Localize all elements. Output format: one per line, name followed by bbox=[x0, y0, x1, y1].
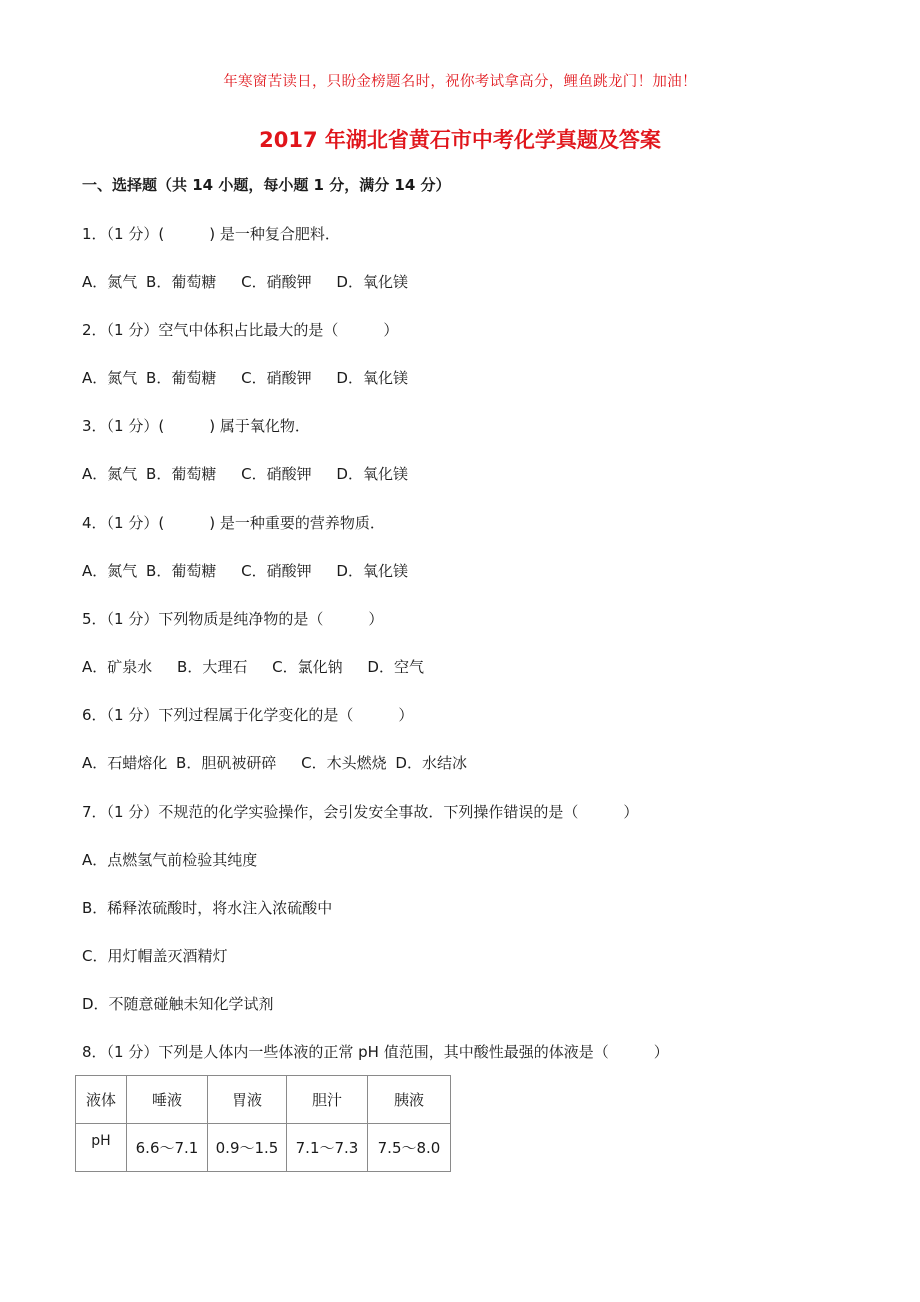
answer-options bbox=[82, 366, 408, 390]
option-d: D．氧化镁 bbox=[336, 465, 408, 483]
table-cell: 7.5～8.0 bbox=[368, 1124, 451, 1172]
question-stem: 7．（1 分）不规范的化学实验操作，会引发安全事故．下列操作错误的是（ ） bbox=[82, 803, 639, 821]
option-d: D．氧化镁 bbox=[336, 273, 408, 291]
answer-options bbox=[82, 751, 467, 775]
question-stem: 2．（1 分）空气中体积占比最大的是（ ） bbox=[82, 321, 399, 339]
table-row bbox=[76, 1124, 451, 1172]
option-a: A．氮气 bbox=[82, 369, 138, 387]
option-d: D．空气 bbox=[367, 658, 424, 676]
table-cell: 胆汁 bbox=[287, 1076, 368, 1124]
answer-options bbox=[82, 559, 408, 583]
motivational-banner: 年寒窗苦读日，只盼金榜题名时，祝你考试拿高分，鲤鱼跳龙门！加油！ bbox=[223, 74, 697, 90]
option-b: B．大理石 bbox=[177, 658, 248, 676]
option-b: B．葡萄糖 bbox=[146, 465, 217, 483]
option-b: B．葡萄糖 bbox=[146, 273, 217, 291]
option-c: C．硝酸钾 bbox=[241, 273, 312, 291]
option-a: A．氮气 bbox=[82, 273, 138, 291]
question-stem: 3．（1 分）( ) 属于氧化物． bbox=[82, 417, 310, 435]
option-d: D．氧化镁 bbox=[336, 562, 408, 580]
option-b: B．葡萄糖 bbox=[146, 562, 217, 580]
option-d: D．氧化镁 bbox=[336, 369, 408, 387]
option-b: B．稀释浓硫酸时，将水注入浓硫酸中 bbox=[82, 899, 333, 917]
table-cell: 0.9～1.5 bbox=[208, 1124, 287, 1172]
option-d: D．不随意碰触未知化学试剂 bbox=[82, 995, 274, 1013]
option-c: C．木头燃烧 bbox=[301, 754, 387, 772]
table-cell: 7.1～7.3 bbox=[287, 1124, 368, 1172]
question-stem: 6．（1 分）下列过程属于化学变化的是（ ） bbox=[82, 706, 414, 724]
answer-options bbox=[82, 655, 424, 679]
option-d: D．水结冰 bbox=[395, 754, 467, 772]
answer-options bbox=[82, 462, 408, 486]
ph-label: pH bbox=[91, 1132, 111, 1149]
answer-options bbox=[82, 270, 408, 294]
option-a: A．氮气 bbox=[82, 465, 138, 483]
table-cell: 胰液 bbox=[368, 1076, 451, 1124]
option-b: B．葡萄糖 bbox=[146, 369, 217, 387]
option-a: A．矿泉水 bbox=[82, 658, 153, 676]
option-a: A．点燃氢气前检验其纯度 bbox=[82, 851, 258, 869]
table-cell: 液体 bbox=[76, 1076, 127, 1124]
table-header-row bbox=[76, 1076, 451, 1124]
option-c: C．硝酸钾 bbox=[241, 562, 312, 580]
ph-table bbox=[75, 1075, 451, 1172]
document-title: 2017 年湖北省黄石市中考化学真题及答案 bbox=[259, 128, 661, 152]
section-heading: 一、选择题（共 14 小题，每小题 1 分，满分 14 分） bbox=[82, 176, 451, 194]
option-a: A．石蜡熔化 bbox=[82, 754, 168, 772]
option-c: C．用灯帽盖灭酒精灯 bbox=[82, 947, 228, 965]
option-c: C．硝酸钾 bbox=[241, 465, 312, 483]
question-stem: 1．（1 分）( ) 是一种复合肥料． bbox=[82, 225, 340, 243]
question-stem: 4．（1 分）( ) 是一种重要的营养物质． bbox=[82, 514, 385, 532]
option-a: A．氮气 bbox=[82, 562, 138, 580]
table-cell: 唾液 bbox=[127, 1076, 208, 1124]
question-stem: 5．（1 分）下列物质是纯净物的是（ ） bbox=[82, 610, 384, 628]
option-c: C．硝酸钾 bbox=[241, 369, 312, 387]
option-b: B．胆矾被研碎 bbox=[176, 754, 277, 772]
question-stem: 8．（1 分）下列是人体内一些体液的正常 pH 值范围，其中酸性最强的体液是（ ） bbox=[82, 1043, 669, 1061]
table-cell bbox=[76, 1124, 127, 1172]
table-cell: 胃液 bbox=[208, 1076, 287, 1124]
table-cell: 6.6～7.1 bbox=[127, 1124, 208, 1172]
option-c: C．氯化钠 bbox=[272, 658, 343, 676]
